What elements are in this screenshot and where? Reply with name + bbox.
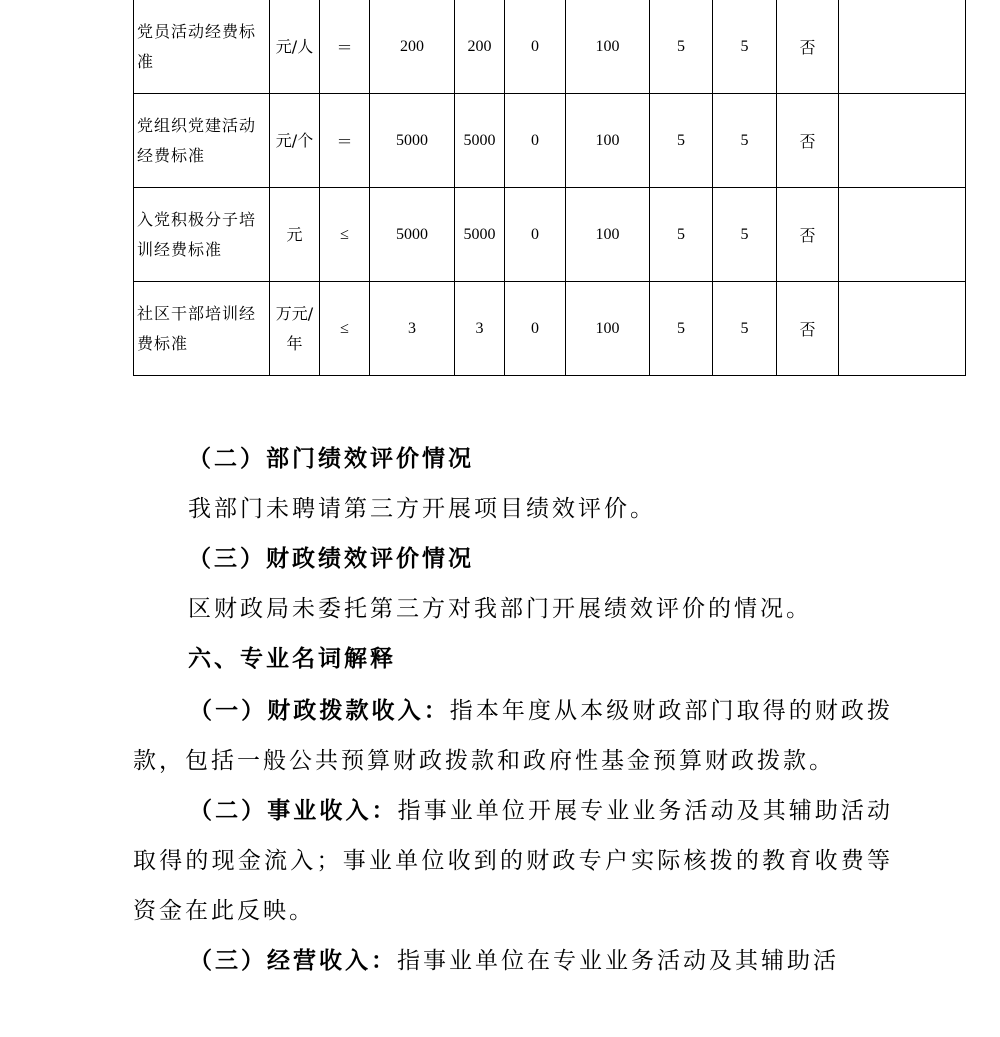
cell-v2: 200 [455, 0, 505, 94]
cell-note [839, 94, 966, 188]
cell-v4: 100 [566, 0, 650, 94]
cell-v5: 5 [650, 94, 713, 188]
cell-v2: 5000 [455, 94, 505, 188]
cell-op: ≤ [320, 282, 370, 376]
glossary-desc: 指事业单位开展专业业务活动及其辅助活动取得的现金流入；事业单位收到的财政专户实际核拨的教育收费等资金在此反映。 [133, 798, 894, 924]
cell-v4: 100 [566, 94, 650, 188]
cell-v2: 3 [455, 282, 505, 376]
cell-v1: 3 [370, 282, 455, 376]
section-6-heading: 六、专业名词解释 [188, 646, 396, 672]
cell-v6: 5 [713, 282, 777, 376]
cell-v5: 5 [650, 282, 713, 376]
glossary-item [133, 786, 893, 936]
cell-op: ＝ [320, 0, 370, 94]
performance-indicator-table [133, 0, 966, 376]
cell-v3: 0 [505, 282, 566, 376]
cell-v5: 5 [650, 0, 713, 94]
cell-v4: 100 [566, 188, 650, 282]
cell-name: 入党积极分子培训经费标准 [134, 188, 270, 282]
cell-v6: 5 [713, 0, 777, 94]
cell-flag: 否 [777, 0, 839, 94]
cell-name: 党组织党建活动经费标准 [134, 94, 270, 188]
cell-v1: 5000 [370, 188, 455, 282]
table-row [134, 0, 966, 94]
cell-unit: 元/人 [270, 0, 320, 94]
glossary-term: （三）经营收入： [189, 948, 397, 974]
cell-v1: 5000 [370, 94, 455, 188]
section-3-text: 区财政局未委托第三方对我部门开展绩效评价的情况。 [188, 596, 812, 622]
cell-op: ≤ [320, 188, 370, 282]
glossary-term: （二）事业收入： [189, 798, 398, 824]
glossary-item [133, 686, 893, 786]
glossary-desc: 指本年度从本级财政部门取得的财政拨款，包括一般公共预算财政拨款和政府性基金预算财政拨款。 [133, 698, 894, 774]
glossary [133, 686, 893, 986]
glossary-item [133, 936, 893, 986]
cell-flag: 否 [777, 282, 839, 376]
cell-unit: 元/个 [270, 94, 320, 188]
cell-op: ＝ [320, 94, 370, 188]
section-3-heading: （三）财政绩效评价情况 [188, 546, 474, 572]
cell-v1: 200 [370, 0, 455, 94]
cell-note [839, 282, 966, 376]
glossary-term: （一）财政拨款收入： [189, 698, 450, 724]
cell-flag: 否 [777, 188, 839, 282]
cell-v6: 5 [713, 94, 777, 188]
cell-v3: 0 [505, 94, 566, 188]
cell-name: 党员活动经费标准 [134, 0, 270, 94]
glossary-desc: 指事业单位在专业业务活动及其辅助活 [397, 948, 839, 974]
cell-v4: 100 [566, 282, 650, 376]
cell-note [839, 0, 966, 94]
cell-v2: 5000 [455, 188, 505, 282]
cell-name: 社区干部培训经费标准 [134, 282, 270, 376]
cell-v5: 5 [650, 188, 713, 282]
table-row [134, 94, 966, 188]
table-row [134, 188, 966, 282]
cell-v3: 0 [505, 188, 566, 282]
cell-note [839, 188, 966, 282]
cell-unit: 元 [270, 188, 320, 282]
cell-v3: 0 [505, 0, 566, 94]
cell-flag: 否 [777, 94, 839, 188]
cell-v6: 5 [713, 188, 777, 282]
table-row [134, 282, 966, 376]
section-2-text: 我部门未聘请第三方开展项目绩效评价。 [188, 496, 656, 522]
cell-unit: 万元/年 [270, 282, 320, 376]
section-2-heading: （二）部门绩效评价情况 [188, 446, 474, 472]
